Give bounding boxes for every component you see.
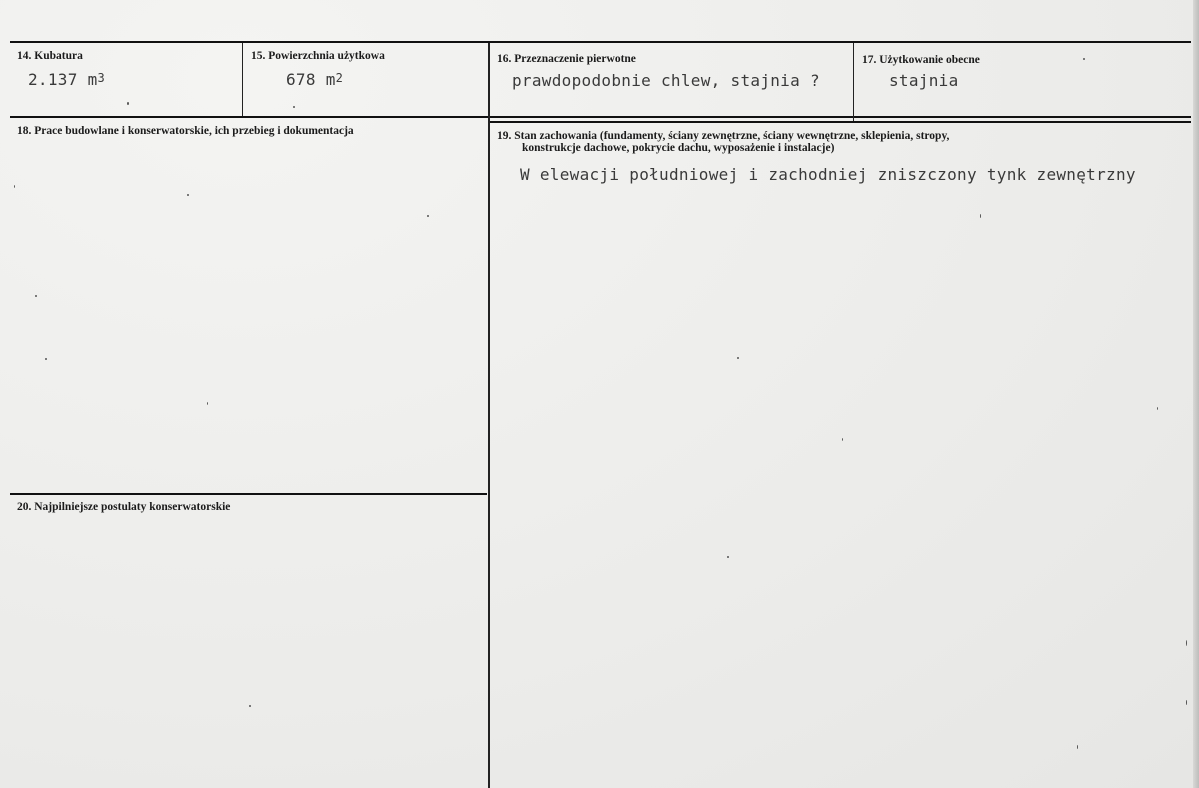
scan-speck <box>14 185 15 188</box>
row1-bottom-rule-right <box>488 121 1191 123</box>
scan-speck <box>1157 407 1158 410</box>
kubatura-value: 2.137 m <box>28 70 98 89</box>
divider-14-15 <box>242 43 243 116</box>
scan-speck <box>1186 640 1187 646</box>
scan-speck <box>842 438 843 441</box>
scan-speck <box>1077 745 1078 749</box>
field-15-value <box>286 70 343 89</box>
top-rule <box>10 41 1191 43</box>
scan-speck <box>727 556 729 558</box>
scan-speck <box>187 194 189 196</box>
powierzchnia-value: 678 m <box>286 70 336 89</box>
scan-speck <box>293 106 295 108</box>
scan-speck <box>127 102 129 105</box>
scan-speck <box>45 358 47 360</box>
field-20-label: 20. Najpilniejsze postulaty konserwatorskie <box>17 501 231 513</box>
scan-speck <box>249 705 251 707</box>
sheet-edge <box>1193 0 1199 788</box>
section20-top-rule <box>10 493 487 495</box>
scan-speck <box>980 214 981 218</box>
field-15-label: 15. Powierzchnia użytkowa <box>251 50 385 62</box>
divider-16-17 <box>853 43 854 121</box>
scan-speck <box>207 402 208 405</box>
scan-speck <box>1186 700 1187 705</box>
kubatura-unit-exponent: 3 <box>97 71 106 85</box>
field-18-label: 18. Prace budowlane i konserwatorskie, ich przebieg i dokumentacja <box>17 125 354 137</box>
powierzchnia-unit-exponent: 2 <box>335 71 344 85</box>
field-19-value: W elewacji południowej i zachodniej zniszczony tynk zewnętrzny <box>520 165 1136 184</box>
scan-speck <box>35 295 37 297</box>
divider-15-16 <box>488 43 490 788</box>
field-19-label-line1: 19. Stan zachowania (fundamenty, ściany zewnętrzne, ściany wewnętrzne, sklepienia, stropy, <box>497 130 950 142</box>
field-16-label: 16. Przeznaczenie pierwotne <box>497 53 636 65</box>
scan-speck <box>1083 58 1085 60</box>
field-17-value: stajnia <box>889 71 959 90</box>
row1-bottom-rule <box>10 116 1191 118</box>
scan-speck <box>427 215 429 217</box>
field-16-value: prawdopodobnie chlew, stajnia ? <box>512 71 820 90</box>
field-14-value <box>28 70 105 89</box>
field-17-label: 17. Użytkowanie obecne <box>862 54 980 66</box>
field-14-label: 14. Kubatura <box>17 50 83 62</box>
scan-speck <box>737 357 739 359</box>
field-19-label-line2: konstrukcje dachowe, pokrycie dachu, wyposażenie i instalacje) <box>522 142 835 154</box>
